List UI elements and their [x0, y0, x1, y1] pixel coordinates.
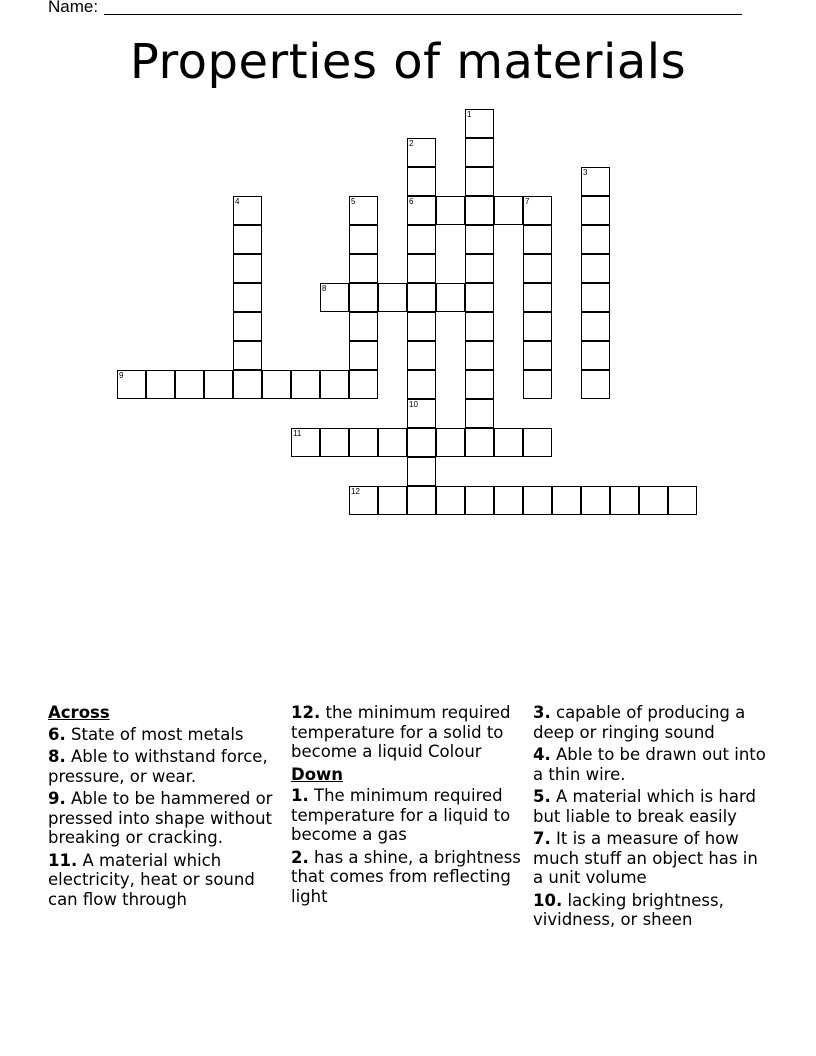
grid-cell[interactable] — [320, 283, 349, 312]
grid-cell[interactable] — [233, 196, 262, 225]
clue-across-12 — [291, 703, 529, 762]
grid-cell[interactable] — [349, 312, 378, 341]
clue-text: Able to be hammered or pressed into shape without breaking or cracking. — [48, 789, 273, 847]
grid-cell[interactable] — [407, 167, 436, 196]
grid-cell[interactable] — [581, 312, 610, 341]
grid-cell[interactable] — [465, 283, 494, 312]
grid-cell[interactable] — [465, 341, 494, 370]
grid-cell[interactable] — [146, 370, 175, 399]
grid-cell[interactable] — [349, 341, 378, 370]
grid-cell[interactable] — [262, 370, 291, 399]
clue-number: 8. — [48, 747, 66, 766]
grid-cell[interactable] — [581, 167, 610, 196]
grid-cell[interactable] — [581, 341, 610, 370]
grid-cell[interactable] — [436, 428, 465, 457]
grid-cell[interactable] — [349, 254, 378, 283]
clue-number-label: 2 — [409, 139, 414, 148]
clue-text: A material which electricity, heat or sound can flow through — [48, 850, 255, 909]
grid-cell[interactable] — [407, 225, 436, 254]
clue-number: 7. — [533, 829, 551, 848]
grid-cell[interactable] — [233, 312, 262, 341]
grid-cell[interactable] — [407, 138, 436, 167]
clue-down-4 — [533, 745, 773, 784]
grid-cell[interactable] — [117, 370, 146, 399]
clue-number-label: 6 — [409, 197, 414, 206]
clue-number: 10. — [533, 890, 563, 910]
grid-cell[interactable] — [349, 428, 378, 457]
clue-across-9 — [48, 789, 288, 848]
grid-cell[interactable] — [233, 370, 262, 399]
grid-cell[interactable] — [523, 486, 552, 515]
clue-across-8 — [48, 747, 288, 786]
grid-cell[interactable] — [465, 196, 494, 225]
clue-text: State of most metals — [71, 724, 244, 744]
clue-number: 11. — [48, 850, 78, 870]
clue-text: Able to be drawn out into a thin wire. — [533, 745, 766, 784]
grid-cell[interactable] — [233, 254, 262, 283]
grid-cell[interactable] — [523, 196, 552, 225]
down-heading: Down — [291, 764, 344, 784]
grid-cell[interactable] — [465, 486, 494, 515]
grid-cell[interactable] — [349, 486, 378, 515]
grid-cell[interactable] — [465, 428, 494, 457]
grid-cell[interactable] — [465, 225, 494, 254]
clue-text: A material which is hard but liable to break easily — [533, 787, 756, 826]
grid-cell[interactable] — [378, 283, 407, 312]
clue-text: capable of producing a deep or ringing sound — [533, 703, 746, 742]
grid-cell[interactable] — [291, 370, 320, 399]
grid-cell[interactable] — [523, 283, 552, 312]
grid-cell[interactable] — [668, 486, 697, 515]
grid-cell[interactable] — [407, 283, 436, 312]
clue-number: 6. — [48, 724, 66, 744]
grid-cell[interactable] — [552, 486, 581, 515]
clue-text: The minimum required temperature for a liquid to become a gas — [291, 786, 511, 844]
grid-cell[interactable] — [465, 138, 494, 167]
grid-cell[interactable] — [407, 312, 436, 341]
clue-down-1 — [291, 786, 529, 845]
grid-cell[interactable] — [523, 428, 552, 457]
grid-cell[interactable] — [407, 196, 436, 225]
clue-down-5 — [533, 787, 773, 826]
grid-cell[interactable] — [349, 283, 378, 312]
clue-number: 5. — [533, 787, 551, 806]
clue-number: 3. — [533, 703, 551, 722]
grid-cell[interactable] — [581, 196, 610, 225]
grid-cell[interactable] — [494, 486, 523, 515]
grid-cell[interactable] — [407, 370, 436, 399]
clues-column-3 — [533, 703, 773, 933]
grid-cell[interactable] — [320, 370, 349, 399]
clue-number-label: 3 — [583, 168, 588, 177]
grid-cell[interactable] — [320, 428, 349, 457]
grid-cell[interactable] — [378, 428, 407, 457]
grid-cell[interactable] — [407, 399, 436, 428]
grid-cell[interactable] — [581, 283, 610, 312]
grid-cell[interactable] — [407, 457, 436, 486]
clue-number: 2. — [291, 847, 309, 867]
clue-number: 9. — [48, 789, 66, 808]
clues-column-1 — [48, 703, 288, 912]
grid-cell[interactable] — [436, 283, 465, 312]
grid-cell[interactable] — [204, 370, 233, 399]
grid-cell[interactable] — [407, 428, 436, 457]
page-title: Properties of materials — [129, 34, 687, 90]
grid-cell[interactable] — [581, 370, 610, 399]
clue-down-3 — [533, 703, 773, 742]
clue-number-label: 4 — [235, 197, 240, 206]
grid-cell[interactable] — [349, 196, 378, 225]
clue-number-label: 7 — [525, 197, 530, 206]
grid-cell[interactable] — [436, 196, 465, 225]
grid-cell[interactable] — [436, 486, 465, 515]
grid-cell[interactable] — [233, 341, 262, 370]
clue-number: 12. — [291, 703, 321, 722]
grid-cell[interactable] — [523, 254, 552, 283]
clue-text: the minimum required temperature for a solid to become a liquid Colour — [291, 703, 511, 761]
grid-cell[interactable] — [523, 312, 552, 341]
grid-cell[interactable] — [407, 254, 436, 283]
grid-cell[interactable] — [581, 254, 610, 283]
clue-text: Able to withstand force, pressure, or wear. — [48, 747, 268, 786]
clues-column-2 — [291, 703, 529, 909]
across-heading: Across — [48, 703, 110, 722]
grid-cell[interactable] — [494, 428, 523, 457]
clue-down-2 — [291, 848, 529, 907]
clue-number-label: 9 — [119, 371, 124, 380]
grid-cell[interactable] — [465, 167, 494, 196]
grid-cell[interactable] — [523, 225, 552, 254]
clue-across-11 — [48, 851, 288, 910]
grid-cell[interactable] — [407, 486, 436, 515]
grid-cell[interactable] — [523, 370, 552, 399]
grid-cell[interactable] — [465, 370, 494, 399]
clue-number: 1. — [291, 786, 309, 805]
grid-cell[interactable] — [465, 312, 494, 341]
clue-number-label: 1 — [467, 110, 472, 119]
grid-cell[interactable] — [581, 486, 610, 515]
grid-cell[interactable] — [581, 225, 610, 254]
name-label: Name: — [48, 0, 99, 16]
grid-cell[interactable] — [494, 196, 523, 225]
clue-down-10 — [533, 891, 773, 930]
grid-cell[interactable] — [465, 399, 494, 428]
grid-cell[interactable] — [465, 254, 494, 283]
clue-number-label: 12 — [351, 487, 360, 496]
grid-cell[interactable] — [465, 109, 494, 138]
clue-text: It is a measure of how much stuff an object has in a unit volume — [533, 829, 758, 887]
clue-number-label: 5 — [351, 197, 356, 206]
clue-text: has a shine, a brightness that comes from reflecting light — [291, 847, 521, 906]
grid-cell[interactable] — [407, 341, 436, 370]
grid-cell[interactable] — [291, 428, 320, 457]
clue-across-6 — [48, 725, 288, 745]
grid-cell[interactable] — [378, 486, 407, 515]
grid-cell[interactable] — [233, 225, 262, 254]
grid-cell[interactable] — [610, 486, 639, 515]
clue-number: 4. — [533, 745, 551, 764]
grid-cell[interactable] — [349, 370, 378, 399]
grid-cell[interactable] — [523, 341, 552, 370]
clue-number-label: 10 — [409, 400, 418, 409]
clue-text: lacking brightness, vividness, or sheen — [533, 890, 724, 929]
clue-down-7 — [533, 829, 773, 888]
clue-number-label: 11 — [293, 429, 302, 438]
grid-cell[interactable] — [233, 283, 262, 312]
grid-cell[interactable] — [349, 225, 378, 254]
grid-cell[interactable] — [175, 370, 204, 399]
grid-cell[interactable] — [639, 486, 668, 515]
clue-number-label: 8 — [322, 284, 327, 293]
